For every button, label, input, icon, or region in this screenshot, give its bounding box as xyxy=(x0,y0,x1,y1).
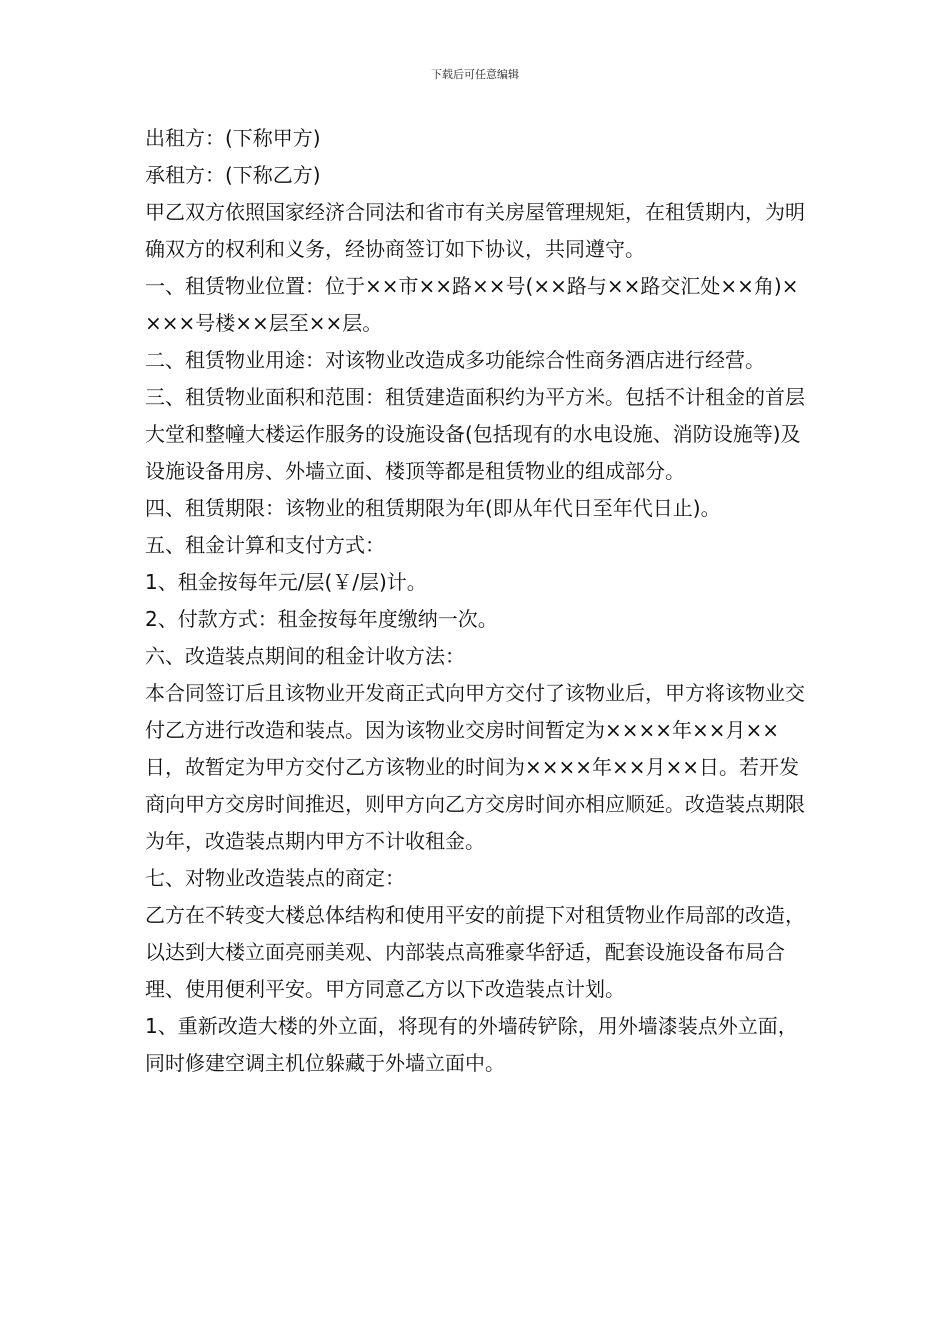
clause-area: 三、租赁物业面积和范围：租赁建造面积约为平方米。包括不计租金的首层大堂和整幢大楼运作服务的设施设备(包括现有的水电设施、消防设施等)及设施设备用房、外墙立面、楼顶等都是租赁物业的组成部分。 xyxy=(145,385,805,483)
party-lessor: 出租方：(下称甲方) xyxy=(145,126,321,150)
clause-renovation-rent-body: 本合同签订后且该物业开发商正式向甲方交付了该物业后，甲方将该物业交付乙方进行改造和装点。因为该物业交房时间暂定为××××年××月××日，故暂定为甲方交付乙方该物业的时间为××××年××月××日。若开发商向甲方交房时间推迟，则甲方向乙方交房时间亦相应顺延。改造装点期限为年，改造装点期内甲方不计收租金。 xyxy=(145,681,805,853)
preamble: 甲乙双方依照国家经济合同法和省市有关房屋管理规矩，在租赁期内，为明确双方的权利和义务，经协商签订如下协议，共同遵守。 xyxy=(145,200,805,261)
document-body xyxy=(145,120,815,1082)
party-lessee: 承租方：(下称乙方) xyxy=(145,163,321,187)
clause-rent-item-1: 1、租金按每年元/层(￥/层)计。 xyxy=(145,570,427,594)
clause-location: 一、租赁物业位置：位于××市××路××号(××路与××路交汇处××角)××××号楼××层至××层。 xyxy=(145,274,799,335)
clause-use: 二、租赁物业用途：对该物业改造成多功能综合性商务酒店进行经营。 xyxy=(145,348,765,372)
clause-renovation-body: 乙方在不转变大楼总体结构和使用平安的前提下对租赁物业作局部的改造，以达到大楼立面亮丽美观、内部装点高雅豪华舒适，配套设施设备布局合理、使用便利平安。甲方同意乙方以下改造装点计划。 xyxy=(145,903,805,1001)
header-note: 下载后可任意编辑 xyxy=(431,68,519,81)
clause-renovation-rent-heading: 六、改造装点期间的租金计收方法： xyxy=(145,644,465,668)
clause-rent-item-2: 2、付款方式：租金按每年度缴纳一次。 xyxy=(145,607,498,631)
clause-renovation-item-1: 1、重新改造大楼的外立面，将现有的外墙砖铲除，用外墙漆装点外立面，同时修建空调主机位躲藏于外墙立面中。 xyxy=(145,1014,798,1075)
clause-renovation-heading: 七、对物业改造装点的商定： xyxy=(145,866,405,890)
clause-rent-heading: 五、租金计算和支付方式： xyxy=(145,533,385,557)
clause-term: 四、租赁期限：该物业的租赁期限为年(即从年代日至年代日止)。 xyxy=(145,496,721,520)
